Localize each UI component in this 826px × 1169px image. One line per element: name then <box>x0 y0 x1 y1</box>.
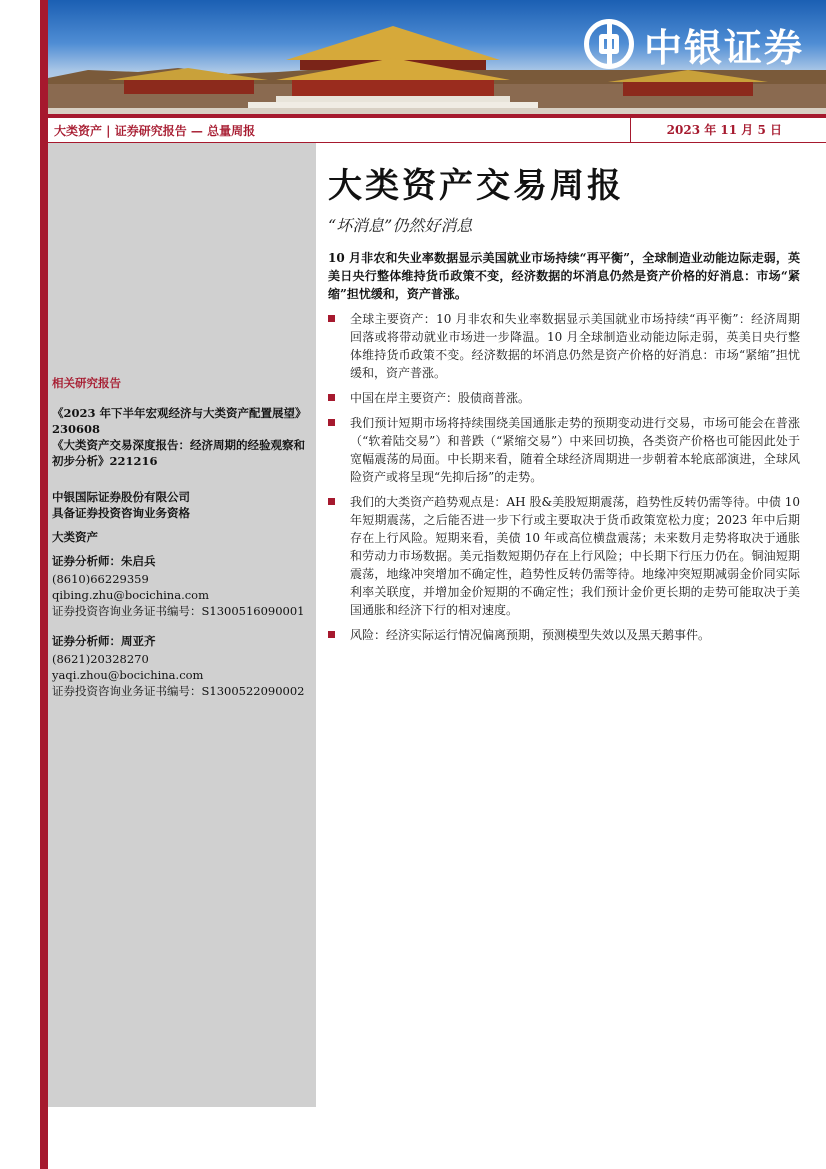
related-reports-title: 相关研究报告 <box>52 376 121 390</box>
report-date: 2023 年 11 月 5 日 <box>630 118 826 142</box>
bullet-text: 中国在岸主要资产：股债商普涨。 <box>350 391 531 405</box>
analyst-phone: (8610)66229359 <box>52 572 149 586</box>
list-item <box>328 310 800 382</box>
bullet-square-icon <box>328 315 335 322</box>
company-qualification: 具备证券投资咨询业务资格 <box>52 506 190 520</box>
analyst-title: 证券分析师：周亚齐 <box>52 634 156 648</box>
bullet-square-icon <box>328 419 335 426</box>
list-item <box>328 389 800 407</box>
bank-of-china-logo-icon <box>584 19 634 69</box>
left-margin <box>0 0 48 1169</box>
page-title: 大类资产交易周报 <box>328 166 624 206</box>
analyst-cert: 证券投资咨询业务证书编号：S1300516090001 <box>52 604 305 618</box>
company-info <box>52 489 312 545</box>
brand-name: 中银证券 <box>643 25 804 70</box>
bullet-square-icon <box>328 394 335 401</box>
list-item <box>328 493 800 619</box>
brand-logo <box>584 14 804 74</box>
list-item <box>328 414 800 486</box>
bullet-square-icon <box>328 498 335 505</box>
analyst-phone: (8621)20328270 <box>52 652 149 666</box>
analyst-title: 证券分析师：朱启兵 <box>52 554 156 568</box>
list-item <box>328 626 800 644</box>
analyst-cert: 证券投资咨询业务证书编号：S1300522090002 <box>52 684 305 698</box>
bullet-square-icon <box>328 631 335 638</box>
company-name: 中银国际证券股份有限公司 <box>52 490 190 504</box>
bullet-text: 全球主要资产：10 月非农和失业率数据显示美国就业市场持续“再平衡”：经济周期回落或将带动就业市场进一步降温。10 月全球制造业动能边际走弱，英美日央行整体维持货币政策不变。经济数据的坏消息仍然是资产价格的好消息：市场“紧缩”担忧缓和，资产普涨。 <box>350 312 800 380</box>
bullet-text: 我们的大类资产趋势观点是：AH 股&美股短期震荡，趋势性反转仍需等待。中债 10 年短期震荡，之后能否进一步下行或主要取决于货币政策宽松力度；2023 年中后期存在上行风险。短期来看，美债 10 年或高位横盘震荡；未来数月走势将取决于通胀和劳动力市场数据。美元指数短期仍存在上行风险；中长期下行压力仍在。铜油短期震荡，地缘冲突增加不确定性，趋势性反转仍需等待。地缘冲突短期减弱金价同实际利率关联度，并增加金价短期的不确定性；我们预计金价更长期的走势可能取决于美国通胀和经济下行的相对速度。 <box>350 495 800 617</box>
analyst-card <box>52 553 312 619</box>
related-report-item[interactable]: 《2023 年下半年宏观经济与大类资产配置展望》230608 <box>52 406 307 436</box>
header-row <box>48 118 826 143</box>
analyst-email[interactable]: yaqi.zhou@bocichina.com <box>52 668 204 682</box>
bullet-text: 我们预计短期市场将持续围绕美国通胀走势的预期变动进行交易，市场可能会在普涨（“软着陆交易”）和普跌（“紧缩交易”）中来回切换，各类资产价格也可能因此处于宽幅震荡的局面。中长期来看，随着全球经济周期进一步朝着本轮底部演进，全球风险资产或将呈现“先抑后扬”的走势。 <box>350 416 800 484</box>
sidebar <box>48 143 316 1107</box>
header-banner <box>48 0 826 114</box>
red-vertical-rule <box>40 0 48 1169</box>
related-report-item[interactable]: 《大类资产交易深度报告：经济周期的经验观察和初步分析》221216 <box>52 438 305 468</box>
breadcrumb: 大类资产 | 证券研究报告 — 总量周报 <box>54 124 256 138</box>
bullet-text: 风险：经济实际运行情况偏离预期，预测模型失效以及黑天鹅事件。 <box>350 628 711 642</box>
key-points-list <box>328 310 800 651</box>
category-label: 大类资产 <box>52 530 98 544</box>
related-reports-list <box>52 405 310 469</box>
analyst-card <box>52 633 312 699</box>
analyst-email[interactable]: qibing.zhu@bocichina.com <box>52 588 209 602</box>
page-subtitle: “坏消息”仍然好消息 <box>328 216 473 235</box>
summary-paragraph: 10 月非农和失业率数据显示美国就业市场持续“再平衡”，全球制造业动能边际走弱，英美日央行整体维持货币政策不变，经济数据的坏消息仍然是资产价格的好消息：市场“紧缩”担忧缓和，资产普涨。 <box>328 251 800 301</box>
